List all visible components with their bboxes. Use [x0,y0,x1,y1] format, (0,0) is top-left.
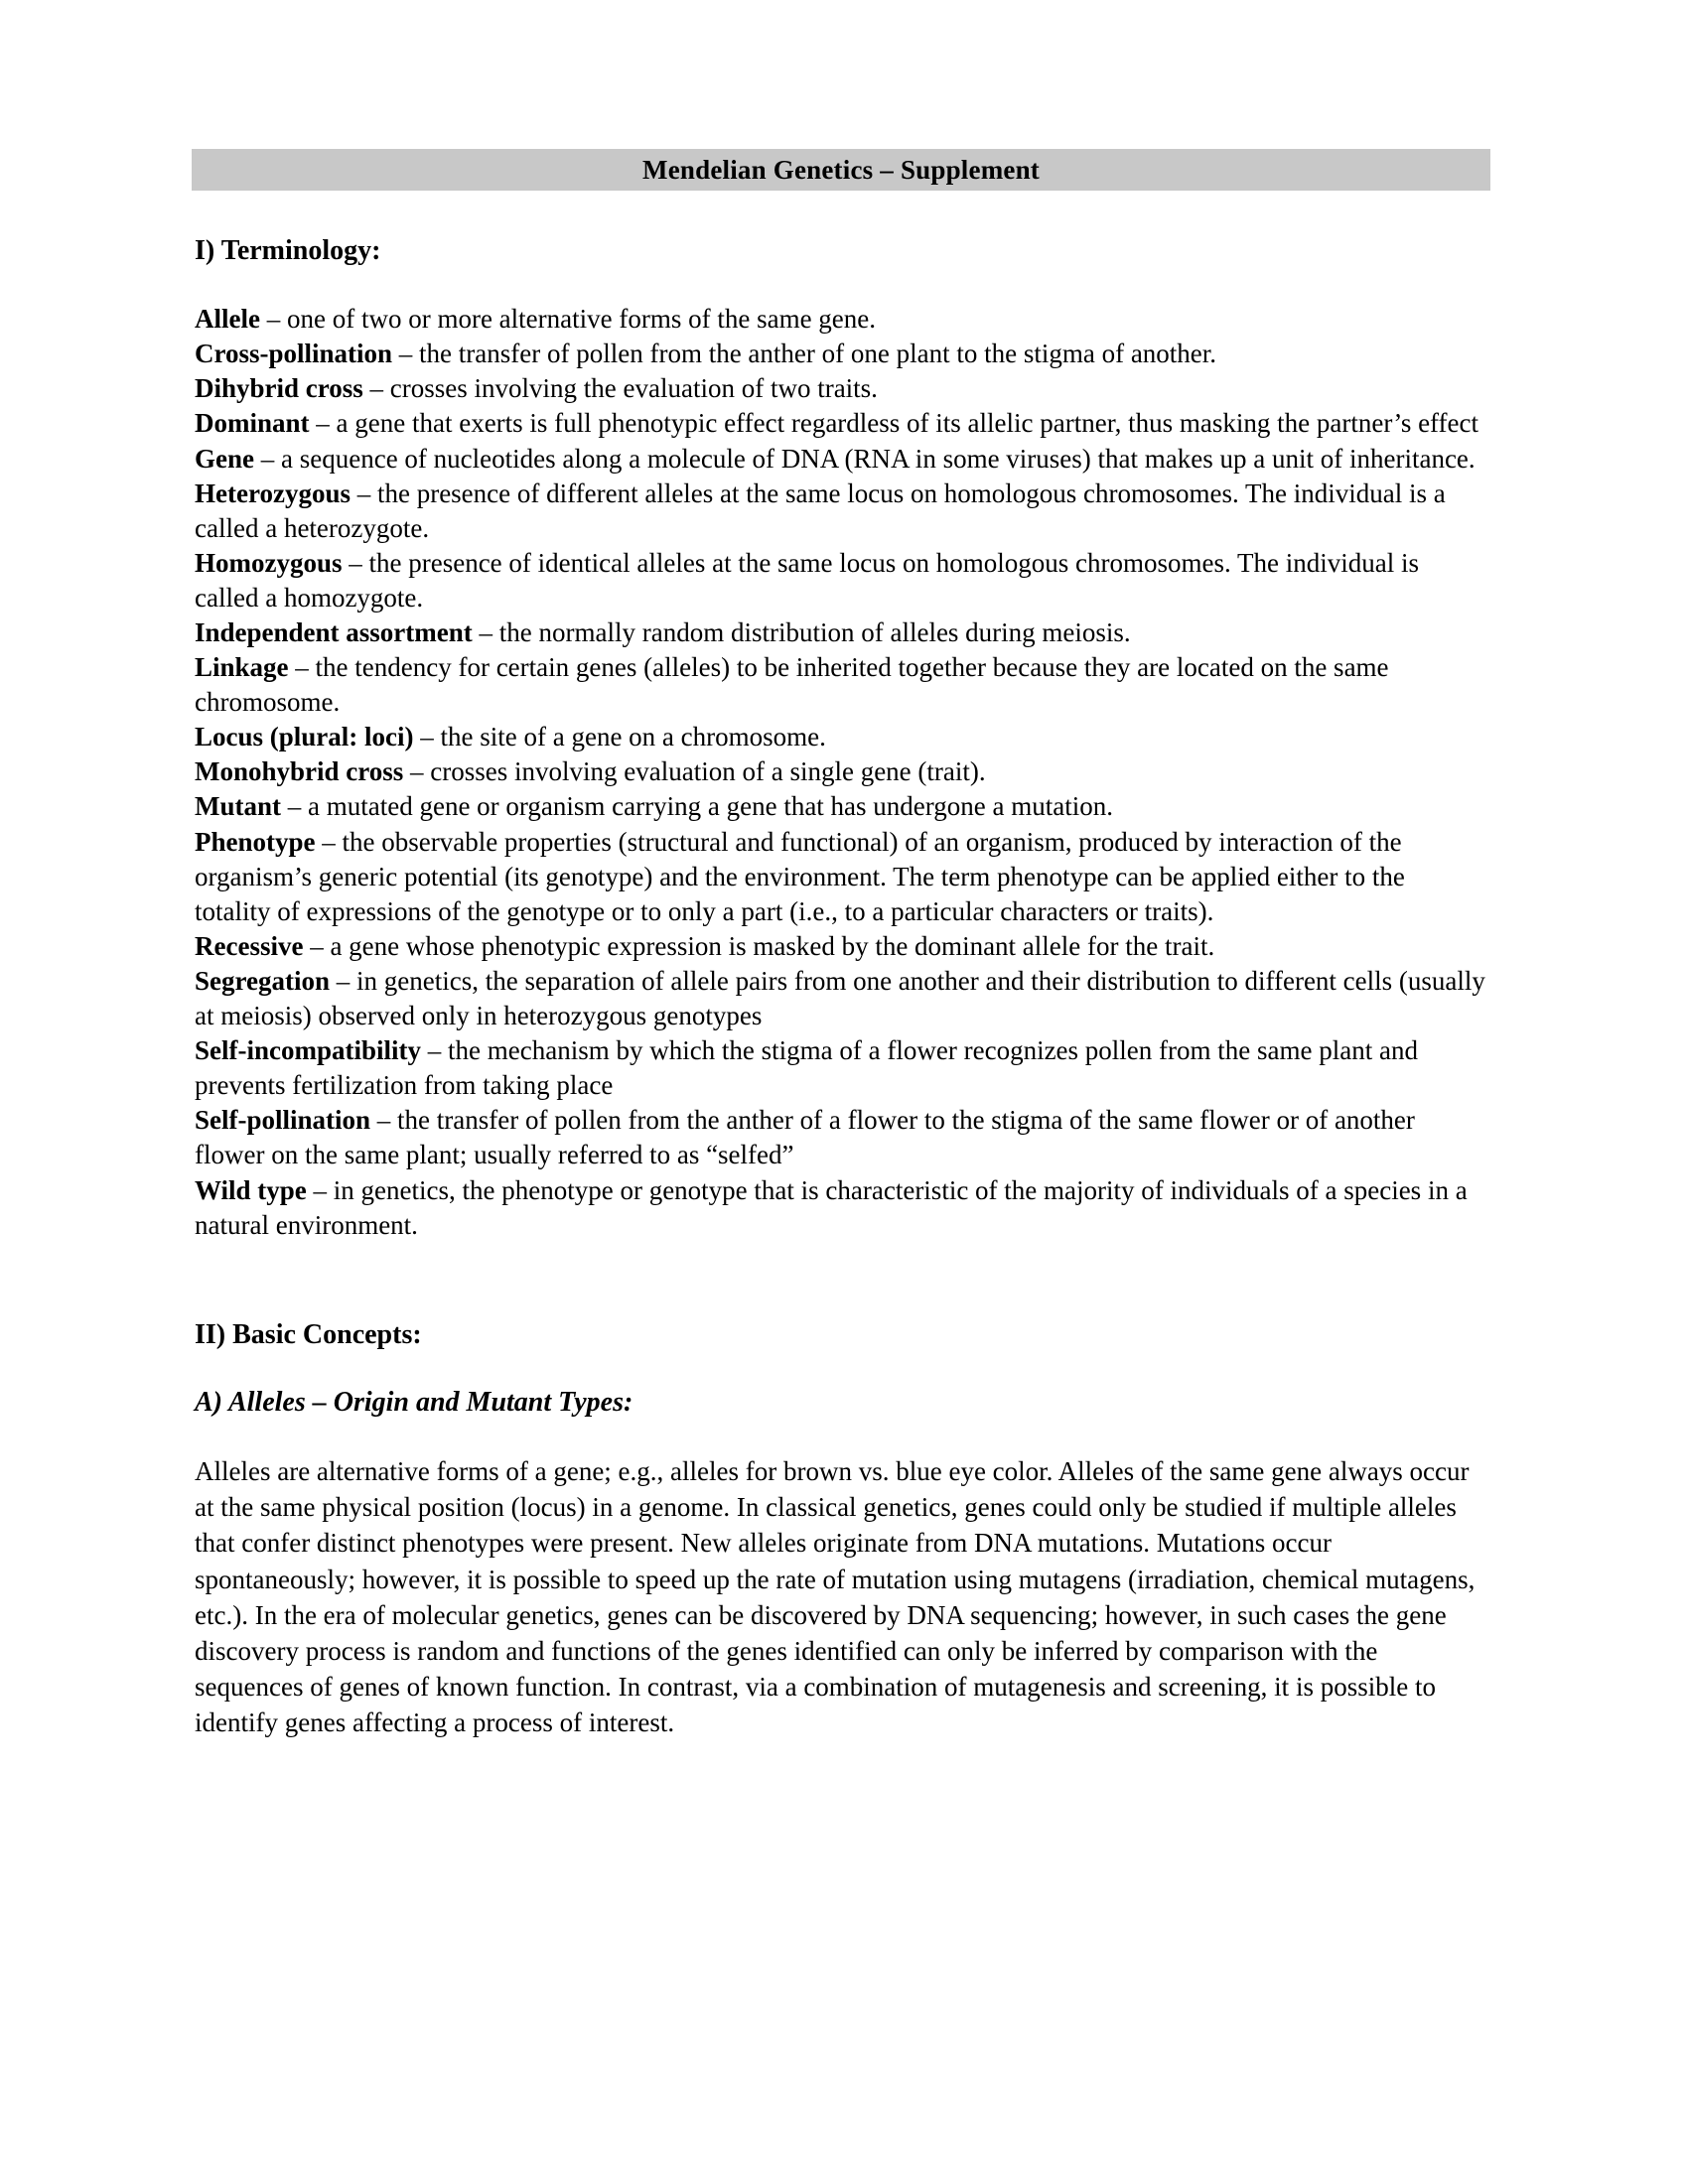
term-definition: – a mutated gene or organism carrying a gene that has undergone a mutation. [281,791,1113,822]
term-name: Dominant [195,408,310,439]
term-entry [195,546,1485,615]
terminology-list [195,302,1485,1243]
term-definition: – the transfer of pollen from the anther of one plant to the stigma of another. [392,339,1217,369]
term-definition: – in genetics, the phenotype or genotype that is characteristic of the majority of individuals of a species in a natural environment. [195,1174,1468,1240]
term-entry [195,650,1485,720]
term-entry [195,442,1485,477]
spacer [195,268,1493,302]
alleles-body-paragraph: Alleles are alternative forms of a gene; e.g., alleles for brown vs. blue eye color. Alleles of the same gene always occur at the same physical position (locus) in a genome. In classical genetics, genes could only be studied if multiple alleles that confer distinct phenotypes were present. New alleles originate from DNA mutations. Mutations occur spontaneously; however, it is possible to speed up the rate of mutation using mutagens (irradiation, chemical mutagens, etc.). In the era of molecular genetics, genes can be discovered by DNA sequencing; however, in such cases the gene discovery process is random and functions of the genes identified can only be inferred by comparison with the sequences of genes of known function. In contrast, via a combination of mutagenesis and screening, it is possible to identify genes affecting a process of interest. [195,1456,1476,1738]
term-definition: – the observable properties (structural and functional) of an organism, produced by interaction of the organism’s generic potential (its genotype) and the environment. The term phenotype can be applied either to the totality of expressions of the genotype or to only a part (i.e., to a particular characters or traits). [195,826,1405,926]
spacer [195,191,1493,234]
term-name: Homozygous [195,547,343,578]
term-name: Recessive [195,930,304,961]
section-heading-basic-concepts: II) Basic Concepts: [195,1318,422,1350]
term-definition: – the normally random distribution of alleles during meiosis. [472,617,1131,647]
term-definition: – a gene that exerts is full phenotypic effect regardless of its allelic partner, thus masking the partner’s effect [309,408,1479,439]
term-name: Phenotype [195,826,316,857]
term-entry [195,720,1485,754]
term-definition: – in genetics, the separation of allele pairs from one another and their distribution to different cells (usually at meiosis) observed only in heterozygous genotypes [195,965,1485,1031]
term-definition: – the transfer of pollen from the anther of a flower to the stigma of the same flower or of another flower on the same plant; usually referred to as “selfed” [195,1105,1415,1170]
term-name: Linkage [195,652,289,683]
term-name: Heterozygous [195,478,351,508]
term-name: Locus (plural: loci) [195,722,414,752]
term-name: Independent assortment [195,617,473,647]
term-definition: – the mechanism by which the stigma of a flower recognizes pollen from the same plant and prevents fertilization from taking place [195,1035,1418,1101]
term-definition: – the site of a gene on a chromosome. [413,722,826,752]
term-entry [195,371,1485,406]
term-definition: – one of two or more alternative forms of the same gene. [259,304,877,335]
term-name: Self-incompatibility [195,1035,421,1066]
spacer [195,1420,1493,1453]
term-definition: – a gene whose phenotypic expression is masked by the dominant allele for the trait. [303,930,1215,961]
term-entry [195,929,1485,964]
term-name: Allele [195,304,260,335]
term-entry [195,789,1485,824]
document-title-banner: Mendelian Genetics – Supplement [192,149,1490,191]
term-name: Segregation [195,965,330,996]
term-definition: – the presence of different alleles at the same locus on homologous chromosomes. The individual is a called a heterozygote. [195,478,1446,543]
term-definition: – crosses involving the evaluation of two traits. [362,373,878,404]
term-name: Cross-pollination [195,339,393,369]
spacer [195,1352,1493,1386]
term-definition: – crosses involving evaluation of a single gene (trait). [403,756,986,787]
term-name: Mutant [195,791,281,822]
term-entry [195,825,1485,929]
term-name: Gene [195,443,254,474]
term-name: Self-pollination [195,1105,371,1136]
term-entry [195,1103,1485,1172]
term-entry [195,302,1485,337]
term-definition: – the presence of identical alleles at the same locus on homologous chromosomes. The individual is called a homozygote. [195,547,1419,613]
term-definition: – the tendency for certain genes (alleles) to be inherited together because they are located on the same chromosome. [195,652,1389,718]
term-name: Wild type [195,1174,307,1205]
term-entry [195,615,1485,650]
term-entry [195,964,1485,1033]
term-name: Monohybrid cross [195,756,404,787]
term-definition: – a sequence of nucleotides along a molecule of DNA (RNA in some viruses) that makes up a unit of inheritance. [254,443,1476,474]
term-entry [195,477,1485,546]
page-content [195,149,1493,1740]
spacer [195,1243,1493,1318]
section-heading-terminology: I) Terminology: [195,235,381,266]
term-entry [195,1173,1485,1243]
term-entry [195,1033,1485,1103]
term-entry [195,406,1485,441]
subsection-heading-alleles-origin: A) Alleles – Origin and Mutant Types: [195,1386,633,1418]
term-entry [195,754,1485,789]
term-entry [195,337,1485,371]
term-name: Dihybrid cross [195,373,363,404]
